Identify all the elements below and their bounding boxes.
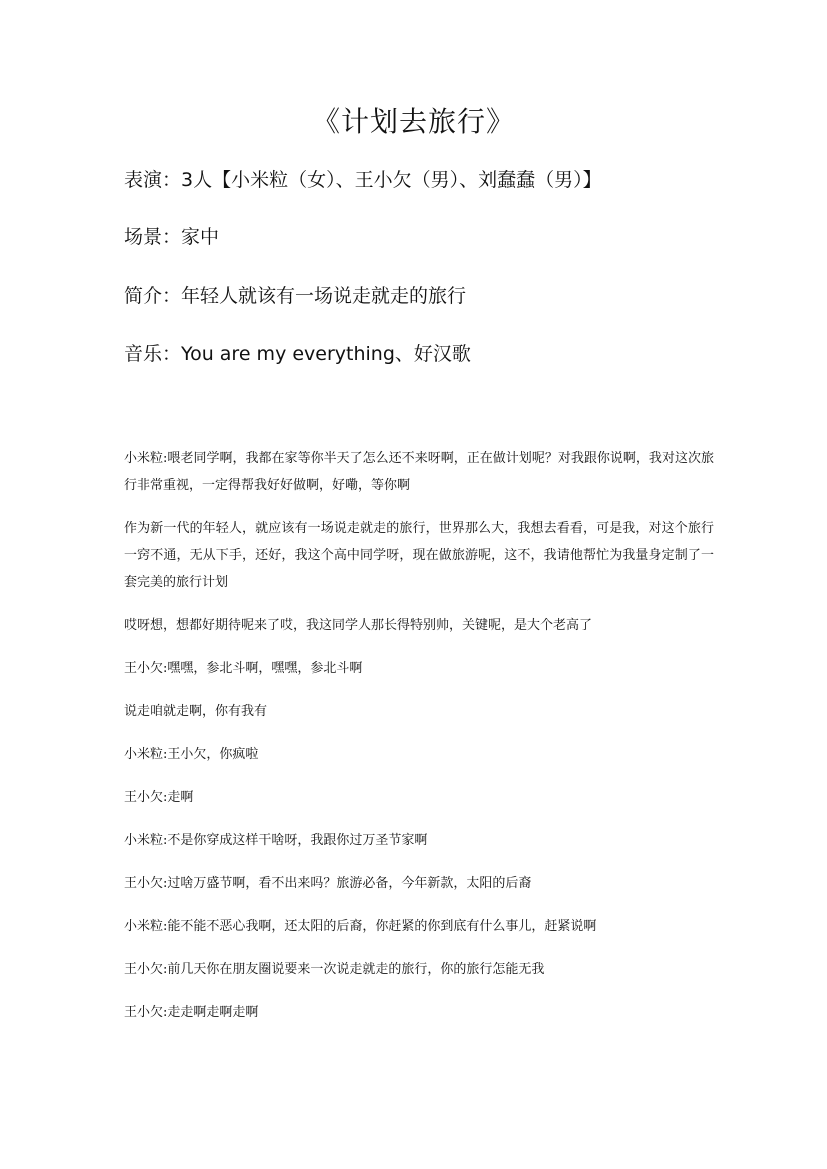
script-line: 小米粒:不是你穿成这样干啥呀，我跟你过万圣节家啊 (124, 833, 428, 848)
script-line: 王小欠:走走啊走啊走啊 (124, 1005, 259, 1020)
script-line: 作为新一代的年轻人，就应该有一场说走就走的旅行，世界那么大，我想去看看，可是我，对这个旅行一窍不通，无从下手，还好，我这个高中同学呀，现在做旅游呢，这不，我请他帮忙为我量身定制了一套完美的旅行计划 (124, 521, 714, 590)
script-line: 王小欠:过啥万盛节啊，看不出来吗？旅游必备，今年新款，太阳的后裔 (124, 876, 532, 891)
page-title: 《计划去旅行》 (311, 105, 515, 138)
script-line: 王小欠:前几天你在朋友圈说要来一次说走就走的旅行，你的旅行怎能无我 (124, 962, 545, 977)
script-line: 王小欠:嘿嘿，参北斗啊，嘿嘿，参北斗啊 (124, 661, 363, 676)
performers-line: 表演：3人【小米粒（女）、王小欠（男）、刘蠢蠢（男）】 (124, 169, 602, 191)
script-body (124, 445, 714, 1042)
script-line: 小米粒:王小欠，你疯啦 (124, 747, 259, 762)
scene-line: 场景：家中 (124, 226, 220, 248)
synopsis-line: 简介：年轻人就该有一场说走就走的旅行 (124, 285, 467, 307)
script-line: 小米粒:喂老同学啊，我都在家等你半天了怎么还不来呀啊，正在做计划呢？对我跟你说啊，我对这次旅行非常重视，一定得帮我好好做啊，好嘞，等你啊 (124, 451, 714, 493)
music-line: 音乐：You are my everything、好汉歌 (124, 343, 471, 365)
script-line: 王小欠:走啊 (124, 790, 194, 805)
script-line: 小米粒:能不能不恶心我啊，还太阳的后裔，你赶紧的你到底有什么事儿，赶紧说啊 (124, 919, 597, 934)
script-line: 哎呀想，想都好期待呢来了哎，我这同学人那长得特别帅，关键呢，是大个老高了 (124, 618, 593, 633)
script-line: 说走咱就走啊，你有我有 (124, 704, 268, 719)
